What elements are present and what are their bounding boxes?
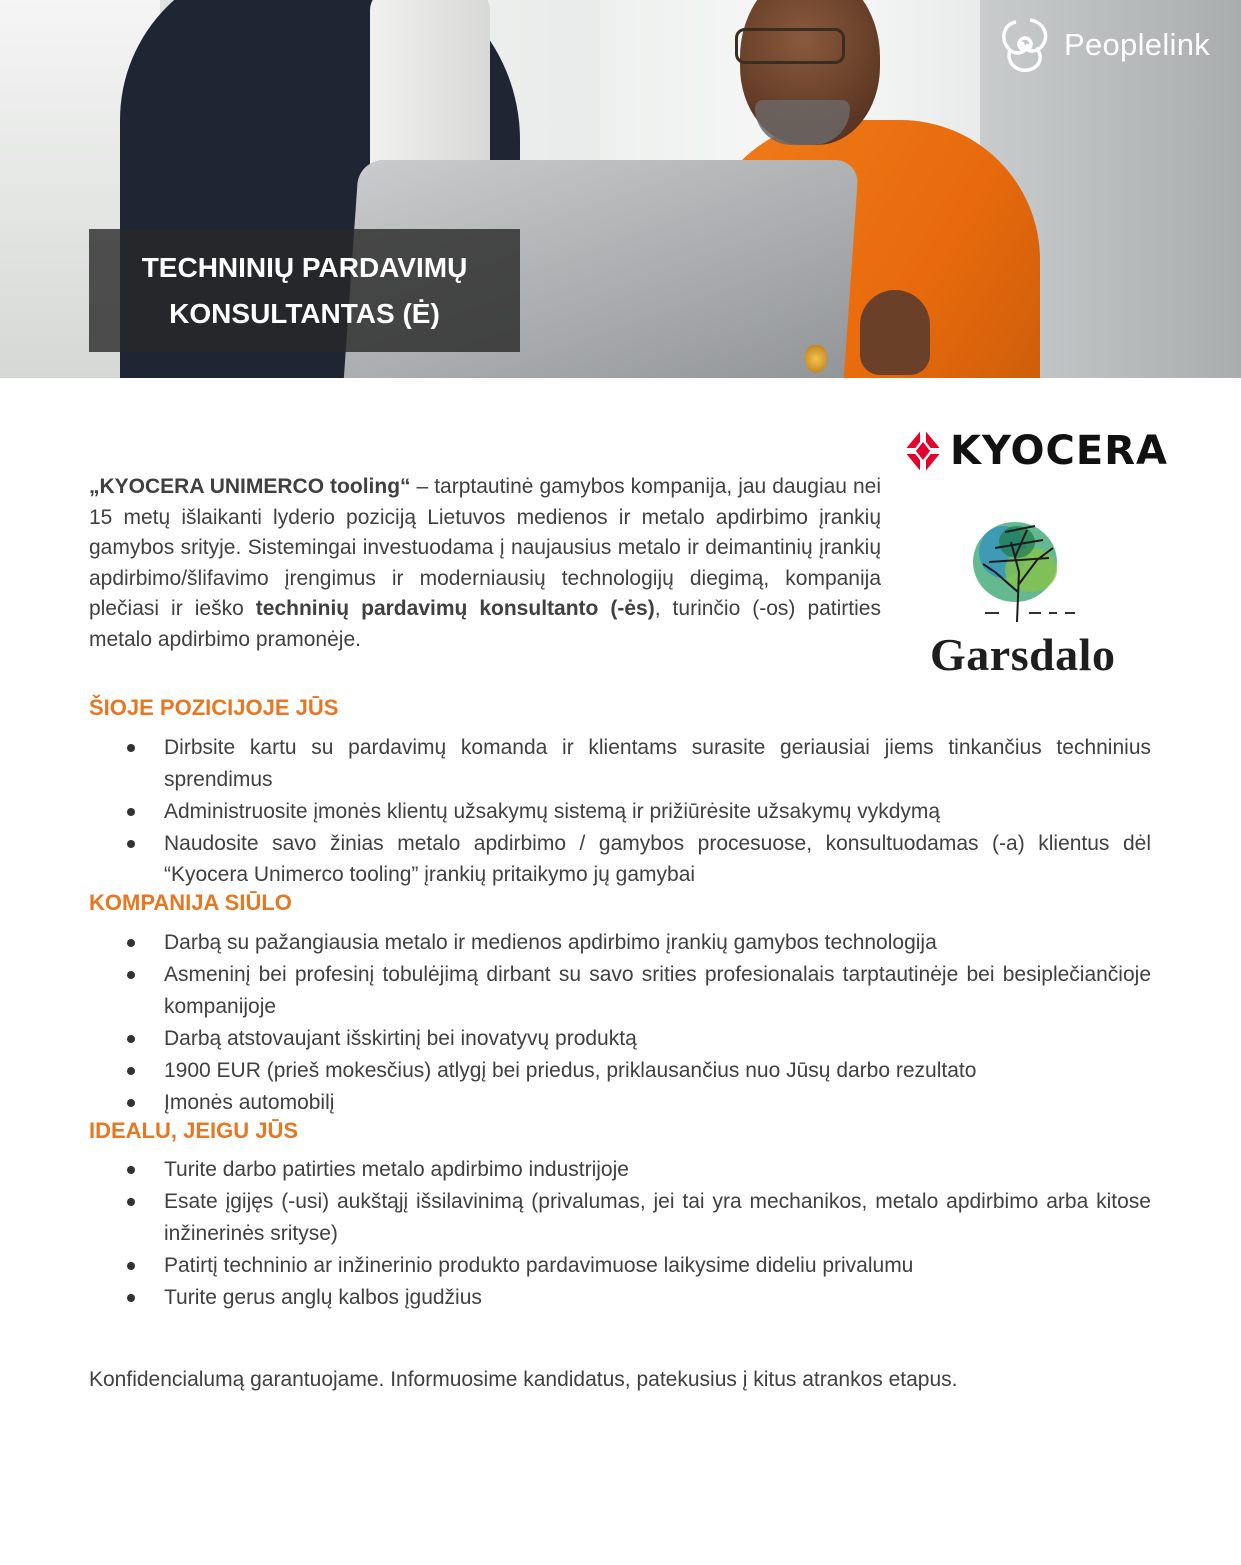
section-title-requirements: IDEALU, JEIGU JŪS [89, 1118, 299, 1143]
requirements-list [89, 1154, 1151, 1314]
section-title-offer: KOMPANIJA SIŪLO [89, 890, 292, 915]
kyocera-logo [902, 426, 1168, 476]
job-title-box [89, 229, 520, 352]
peoplelink-logo-text: Peoplelink [1064, 27, 1211, 62]
offer-list [89, 927, 1151, 1119]
list-item: Turite gerus anglų kalbos įgudžius [89, 1282, 1151, 1314]
list-item: Darbą su pažangiausia metalo ir medienos apdirbimo įrankių gamybos technologija [89, 927, 1151, 959]
responsibilities-list [89, 732, 1151, 891]
list-item: Asmeninį bei profesinį tobulėjimą dirbant su savo srities profesionalais tarptautinėje bei besiplečiančioje kompanijoje [89, 959, 1151, 1022]
peoplelink-logo [996, 12, 1221, 78]
garsdalo-logo-text: Garsdalo [930, 629, 1116, 680]
job-title-line2: KONSULTANTAS (Ė) [169, 297, 440, 329]
garsdalo-tree-icon [965, 512, 1095, 632]
kyocera-logo-text: KYOCERA [950, 428, 1168, 474]
intro-company-name: „KYOCERA UNIMERCO tooling“ [89, 475, 411, 498]
closing-note: Konfidencialumą garantuojame. Informuosime kandidatus, patekusius į kitus atrankos etapus. [89, 1368, 958, 1391]
intro-role: techninių pardavimų konsultanto (-ės) [255, 597, 655, 621]
list-item: Esate įgijęs (-usi) aukštąjį išsilavinimą (privalumas, jei tai yra mechanikos, metalo apdirbimo arba kitose inžinerinės srityse) [89, 1186, 1151, 1249]
list-item: Patirtį techninio ar inžinerinio produkto pardavimuose laikysime dideliu privalumu [89, 1250, 1151, 1282]
section-title-responsibilities: ŠIOJE POZICIJOJE JŪS [89, 695, 339, 720]
intro-text-2: , turinčio (-os) patirties metalo apdirbimo pramonėje. [89, 597, 881, 651]
job-title-line1: TECHNINIŲ PARDAVIMŲ [141, 251, 468, 283]
list-item: Dirbsite kartu su pardavimų komanda ir klientams surasite geriausiai jiems tinkančius techninius sprendimus [89, 732, 1151, 795]
list-item: Administruosite įmonės klientų užsakymų sistemą ir prižiūrėsite užsakymų vykdymą [89, 796, 1151, 828]
peoplelink-logo-icon [996, 14, 1054, 76]
kyocera-mark-icon [902, 426, 944, 476]
list-item: Turite darbo patirties metalo apdirbimo industrijoje [89, 1154, 1151, 1186]
intro-text-1: – tarptautinė gamybos kompanija, jau daugiau nei 15 metų išlaikanti lyderio poziciją Lietuvos medienos ir metalo apdirbimo įrankių gamybos srityje. Sistemingai investuodama į naujausius metalo ir deimantinių įrankių apdirbimo/šlifavimo įrengimus ir moderniausių technologijų diegimą, kompanija plečiasi ir ieško [89, 475, 881, 621]
list-item: 1900 EUR (prieš mokesčius) atlygį bei priedus, priklausančius nuo Jūsų darbo rezultato [89, 1055, 1151, 1087]
list-item: Įmonės automobilį [89, 1087, 1151, 1119]
intro-paragraph [89, 472, 881, 656]
list-item: Darbą atstovaujant išskirtinį bei inovatyvų produktą [89, 1023, 1151, 1055]
list-item: Naudosite savo žinias metalo apdirbimo / gamybos procesuose, konsultuodamas (-a) klientus dėl “Kyocera Unimerco tooling” įrankių pritaikymo jų gamybai [89, 828, 1151, 891]
